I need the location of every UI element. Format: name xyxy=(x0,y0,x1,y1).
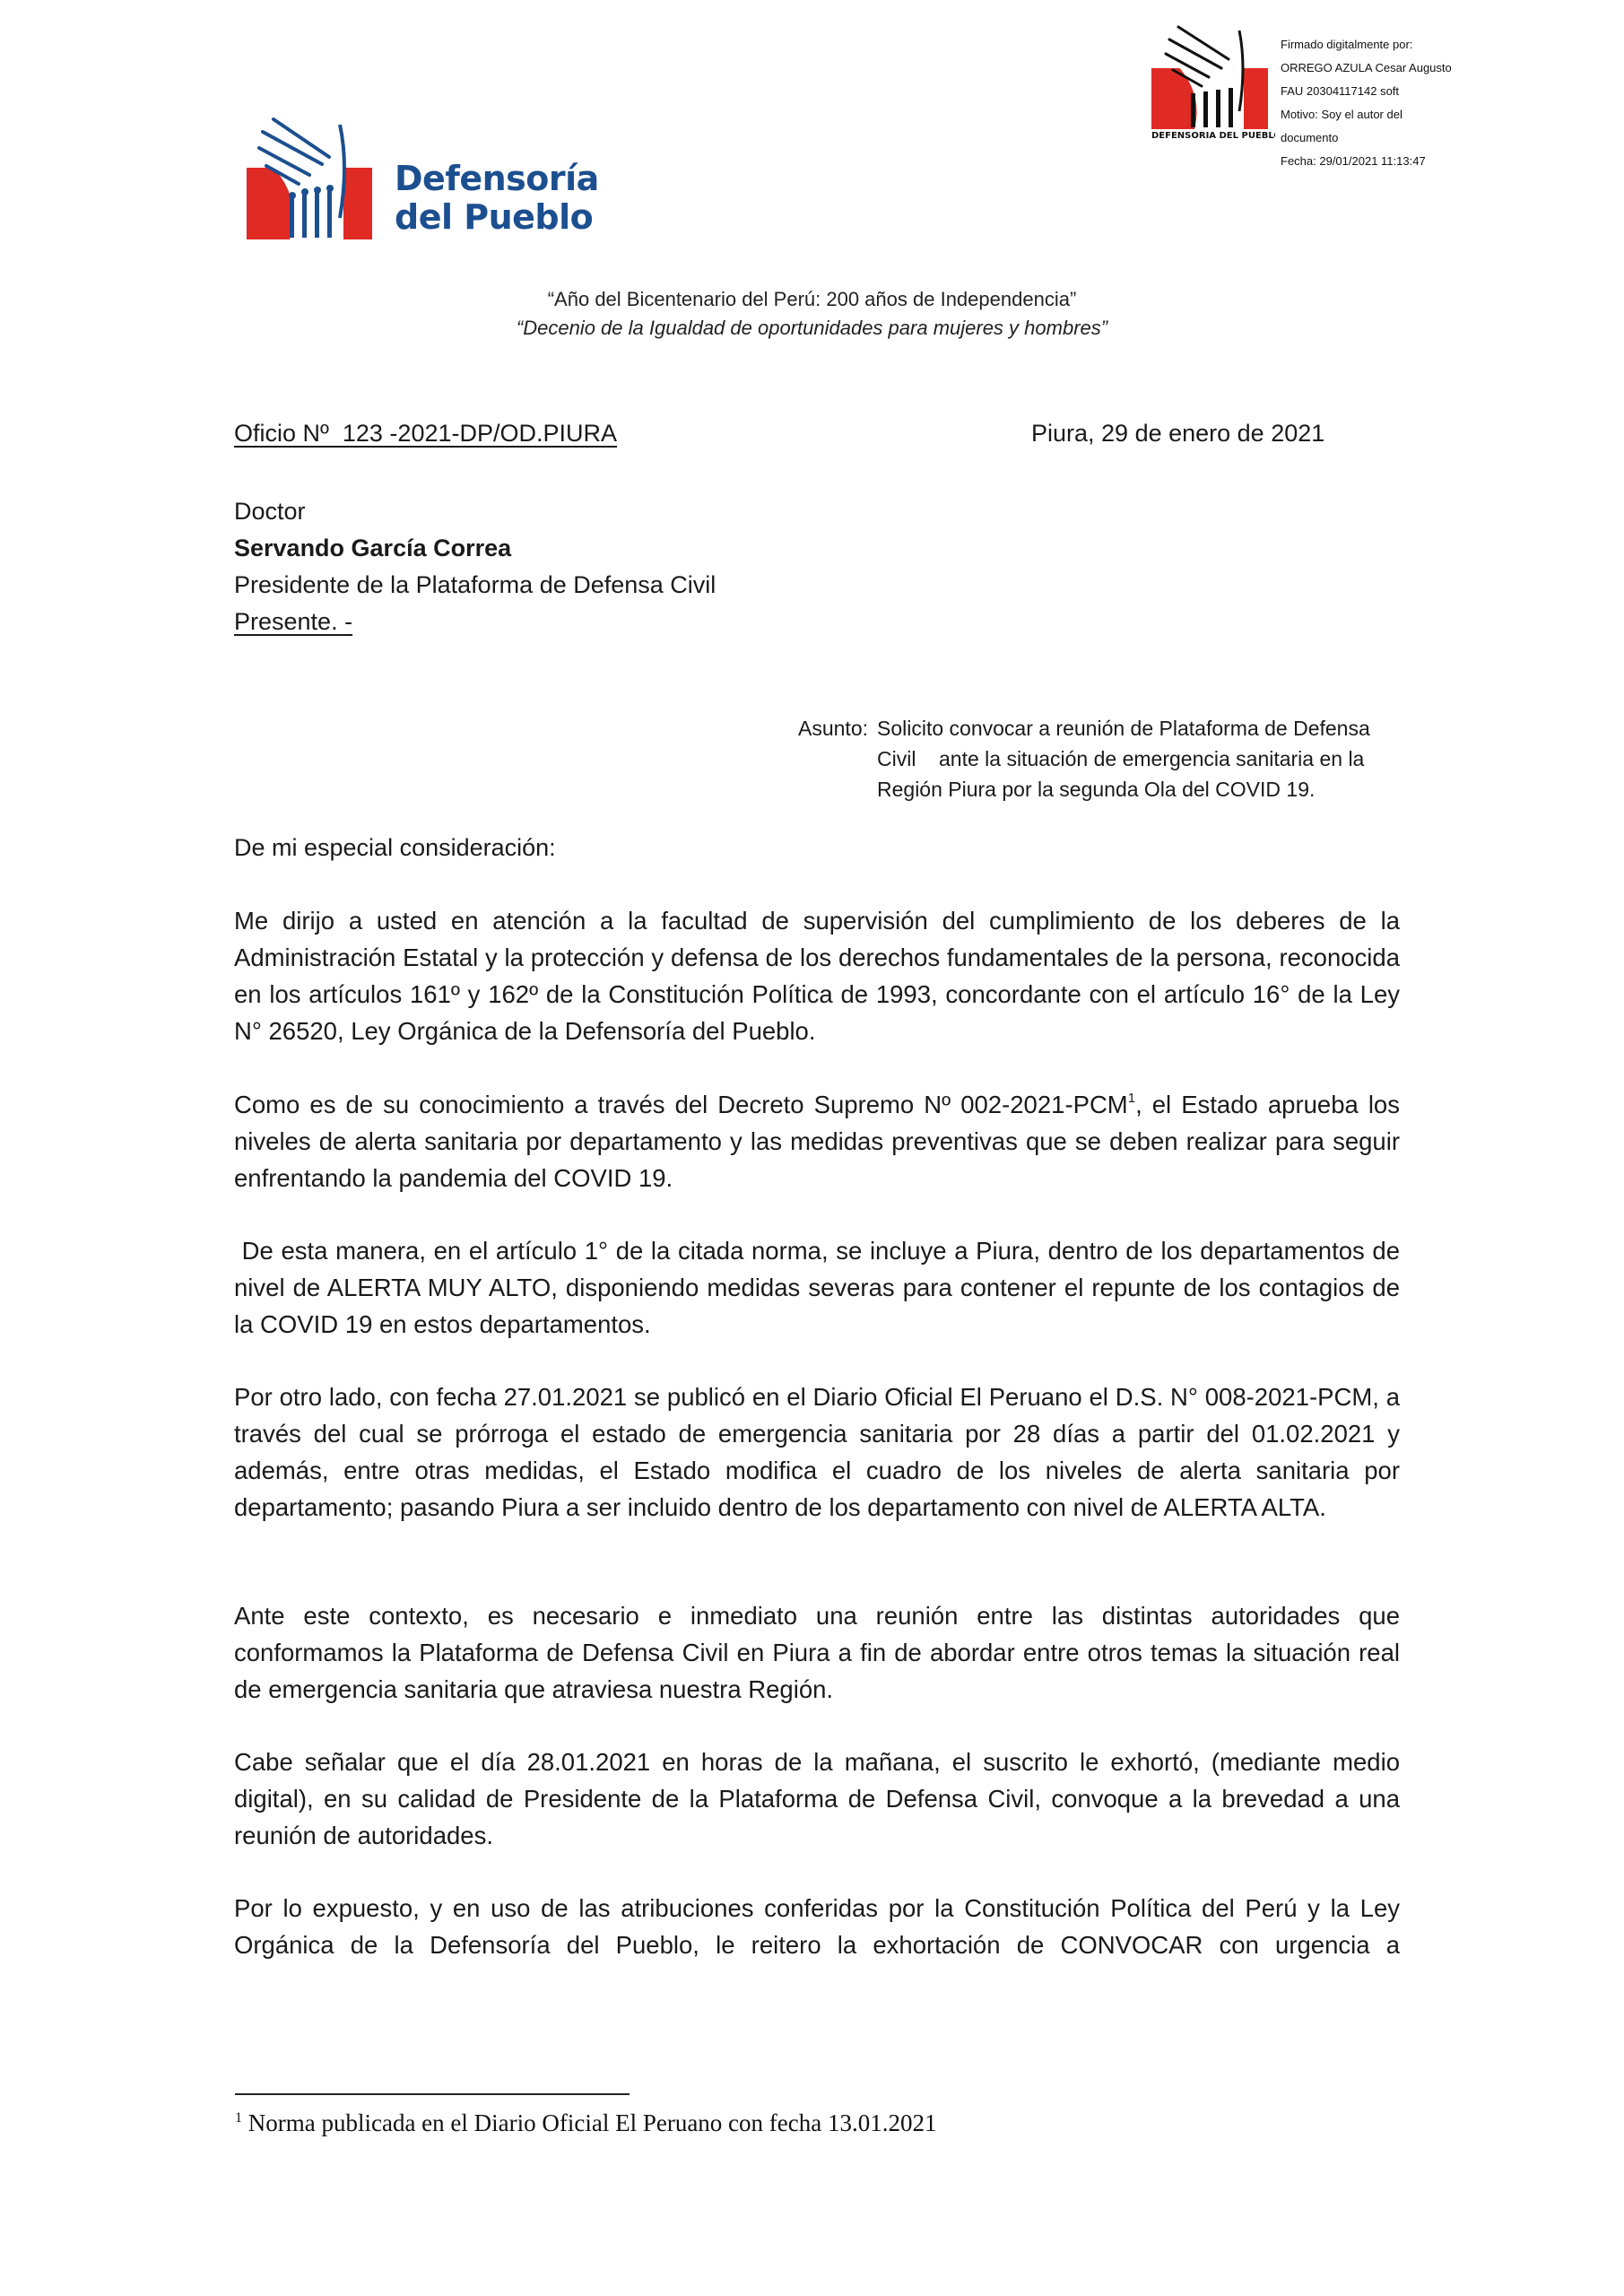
defensoria-emblem-icon xyxy=(247,112,390,247)
signature-line: documento xyxy=(1281,131,1339,144)
addressee-block xyxy=(234,493,716,640)
body-paragraph: Por otro lado, con fecha 27.01.2021 se publicó en el Diario Oficial El Peruano el D.S. N° 008-2021-PCM, a través del cual se prórroga el estado de emergencia sanitaria por 28 días a partir del 01.02.2021 y además, entre otras medidas, el Estado modifica el cuadro de los niveles de alerta sanitaria por departamento; pasando Piura a ser incluido dentro de los departamento con nivel de ALERTA ALTA. xyxy=(234,1383,1400,1521)
brand-line-1: Defensoría xyxy=(395,159,599,198)
paragraph-text: , el Estado aprueba los niveles de alerta sanitaria por departamento y las medidas preventivas que se deben realizar para seguir enfrentando la pandemia del COVID 19. xyxy=(234,1091,1400,1192)
signature-line: Firmado digitalmente por: xyxy=(1281,38,1413,51)
body-paragraph: Por lo expuesto, y en uso de las atribuciones conferidas por la Constitución Política del Perú y la Ley Orgánica de la Defensoría del Pueblo, le reitero la exhortación de CONVOCAR con urgencia a xyxy=(234,1894,1400,1959)
body-paragraph: Ante este contexto, es necesario e inmediato una reunión entre las distintas autoridades que conformamos la Plataforma de Defensa Civil en Piura a fin de abordar entre otros temas la situación real de emergencia sanitaria que atraviesa nuestra Región. xyxy=(234,1602,1400,1703)
paragraph-text: Como es de su conocimiento a través del Decreto Supremo Nº 002-2021-PCM xyxy=(234,1091,1128,1118)
presente-line: Presente. - xyxy=(234,608,353,635)
body-paragraph: Cabe señalar que el día 28.01.2021 en horas de la mañana, el suscrito le exhortó, (mediante medio digital), en su calidad de Presidente de la Plataforma de Defensa Civil, convoque a la brevedad a una reunión de autoridades. xyxy=(234,1748,1400,1849)
signature-line: Fecha: 29/01/2021 11:13:47 xyxy=(1281,154,1426,168)
signature-line: FAU 20304117142 soft xyxy=(1281,84,1400,98)
decade-motto: “Decenio de la Igualdad de oportunidades para mujeres y hombres” xyxy=(516,317,1108,339)
footnote-separator xyxy=(235,2093,630,2095)
official-mottos xyxy=(0,285,1624,343)
recipient-title: Doctor xyxy=(234,498,306,525)
footnote xyxy=(235,2109,936,2137)
signature-stamp-logo xyxy=(1150,13,1275,140)
body-paragraph: Me dirijo a usted en atención a la facultad de supervisión del cumplimiento de los deberes de la Administración Estatal y la protección y defensa de los derechos fundamentales de la persona, reconocida en los artículos 161º y 162º de la Constitución Política de 1993, concordante con el artículo 16° de la Ley N° 26520, Ley Orgánica de la Defensoría del Pueblo. xyxy=(234,907,1400,1045)
brand-name xyxy=(395,160,599,237)
year-motto: “Año del Bicentenario del Perú: 200 años de Independencia” xyxy=(547,288,1077,310)
body-paragraph: De esta manera, en el artículo 1° de la citada norma, se incluye a Piura, dentro de los departamentos de nivel de ALERTA MUY ALTO, disponiendo medidas severas para contener el repunte de los contagios de la COVID 19 en estos departamentos. xyxy=(234,1237,1407,1338)
footnote-number: 1 xyxy=(235,2110,242,2126)
document-reference: Oficio Nº 123 -2021-DP/OD.PIURA xyxy=(234,420,618,447)
body-paragraph xyxy=(234,1086,1400,1196)
defensoria-emblem-icon xyxy=(1150,13,1275,140)
footnote-reference[interactable]: 1 xyxy=(1127,1091,1136,1106)
place-date: Piura, 29 de enero de 2021 xyxy=(1031,420,1325,447)
signature-line: ORREGO AZULA Cesar Augusto xyxy=(1281,61,1452,74)
brand-line-2: del Pueblo xyxy=(395,197,594,237)
footnote-text: Norma publicada en el Diario Oficial El Peruano con fecha 13.01.2021 xyxy=(242,2109,937,2136)
subject-label: Asunto: xyxy=(798,717,868,740)
recipient-position: Presidente de la Plataforma de Defensa Civil xyxy=(234,571,716,598)
subject-text: Solicito convocar a reunión de Plataforma de Defensa Civil ante la situación de emergencia sanitaria en la Región Piura por la segunda Ola del COVID 19. xyxy=(877,717,1376,801)
signature-line: Motivo: Soy el autor del xyxy=(1281,108,1403,121)
recipient-name: Servando García Correa xyxy=(234,535,512,561)
stamp-caption: DEFENSORIA DEL PUEBLO xyxy=(1151,131,1275,140)
subject-block xyxy=(798,713,1408,804)
greeting: De mi especial consideración: xyxy=(234,834,556,861)
signature-details xyxy=(1281,27,1452,178)
